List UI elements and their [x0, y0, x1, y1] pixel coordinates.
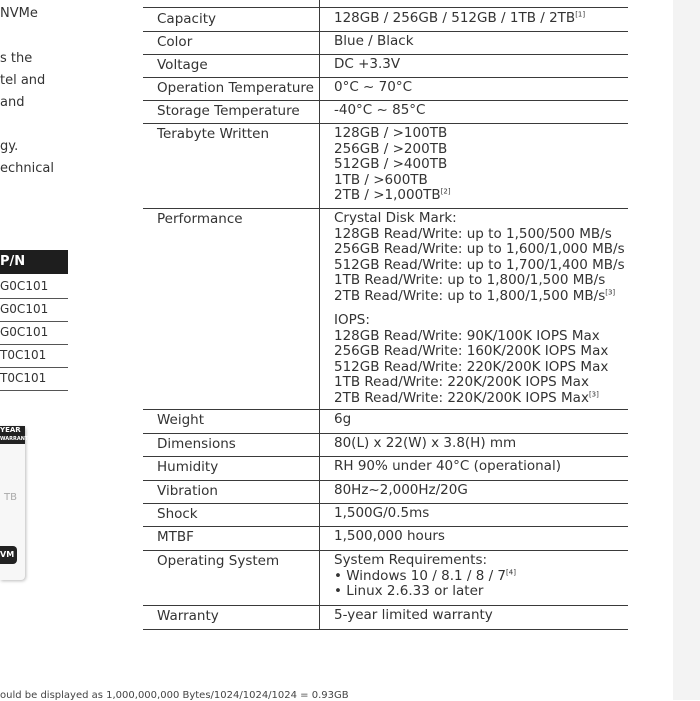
spec-label: Storage Temperature — [157, 103, 300, 119]
spec-value-line: 512GB Read/Write: up to 1,700/1,400 MB/s — [334, 256, 625, 273]
spec-value-line: 512GB Read/Write: 220K/200K IOPS Max — [334, 358, 609, 375]
spec-label: Dimensions — [157, 436, 236, 452]
table-column-divider — [319, 0, 320, 8]
badge-text: YEAR — [0, 426, 21, 434]
spec-label: MTBF — [157, 529, 194, 545]
spec-value — [334, 34, 414, 50]
spec-value-line: 6g — [334, 411, 352, 427]
spec-value-line: 1TB Read/Write: up to 1,800/1,500 MB/s — [334, 272, 606, 288]
spec-value-line: 0°C ~ 70°C — [334, 79, 413, 95]
table-column-divider — [319, 54, 320, 77]
spec-value — [334, 412, 351, 428]
spec-label: Terabyte Written — [157, 126, 270, 142]
spec-value-line: 1,500,000 hours — [334, 528, 445, 544]
spec-row — [143, 77, 628, 101]
spec-row — [143, 526, 628, 551]
footnote-ref: [1] — [575, 10, 586, 19]
warranty-badge — [0, 426, 32, 444]
badge-subtext: WARRANTY — [0, 436, 32, 442]
spec-value-line: 256GB Read/Write: up to 1,600/1,000 MB/s — [334, 241, 625, 257]
spec-value-line: DC +3.3V — [334, 56, 401, 72]
spec-value-line: 1TB Read/Write: 220K/200K IOPS Max — [334, 374, 589, 390]
spec-value-line: 256GB / >200TB — [334, 140, 448, 157]
spec-row — [143, 456, 628, 481]
table-column-divider — [319, 8, 320, 31]
spec-label: Color — [157, 34, 193, 50]
spec-value-line: 5-year limited warranty — [334, 607, 493, 623]
table-column-divider — [319, 100, 320, 123]
spec-value-line: -40°C ~ 85°C — [334, 102, 426, 118]
spec-value — [334, 11, 585, 27]
product-box-image — [0, 426, 32, 580]
spec-label: Voltage — [157, 57, 208, 73]
capacity-text: TB — [4, 492, 17, 503]
spec-row — [143, 123, 628, 209]
spec-value — [334, 80, 412, 96]
spec-value-line: 2TB Read/Write: 220K/200K IOPS Max[3] — [334, 389, 599, 406]
spec-label: Vibration — [157, 483, 218, 499]
spec-value-line: RH 90% under 40°C (operational) — [334, 458, 561, 474]
spec-value-line: • Linux 2.6.33 or later — [334, 583, 484, 599]
spec-label: Warranty — [157, 608, 219, 624]
spec-label: Performance — [157, 211, 243, 227]
spec-value — [334, 436, 516, 452]
spec-row — [143, 433, 628, 457]
spec-row — [143, 8, 628, 32]
spec-value-line: 128GB / >100TB — [334, 125, 448, 141]
spec-label: Operating System — [157, 553, 280, 569]
spec-label: Humidity — [157, 459, 219, 475]
footnote-ref: [2] — [440, 187, 451, 196]
table-column-divider — [319, 409, 320, 433]
footnote-ref: [3] — [605, 288, 616, 296]
spec-value — [334, 483, 468, 499]
table-column-divider — [319, 77, 320, 100]
spec-row — [143, 31, 628, 55]
spec-value — [334, 57, 400, 73]
page-edge — [673, 0, 700, 700]
pn-table-row: T0C101 — [0, 367, 68, 391]
spec-value — [334, 459, 561, 475]
spec-value — [334, 553, 516, 600]
spec-value-line: 80(L) x 22(W) x 3.8(H) mm — [334, 435, 517, 451]
description-line: echnical — [0, 161, 54, 176]
spec-value-line: 80Hz~2,000Hz/20G — [334, 482, 468, 498]
pn-table-row: G0C101 — [0, 275, 68, 299]
spec-value-line: IOPS: — [334, 312, 370, 328]
table-column-divider — [319, 456, 320, 480]
table-column-divider — [319, 123, 320, 208]
spec-value-line: 128GB / 256GB / 512GB / 1TB / 2TB[1] — [334, 10, 586, 26]
description-line: tel and — [0, 73, 46, 88]
spec-row — [143, 605, 628, 630]
description-line: s the — [0, 51, 33, 66]
spec-value — [334, 529, 445, 545]
spec-value — [334, 608, 493, 624]
spec-value — [334, 506, 429, 522]
nvme-logo: VM — [0, 546, 17, 564]
table-column-divider — [319, 433, 320, 456]
spec-value — [334, 126, 451, 204]
table-column-divider — [319, 550, 320, 605]
spec-label: Capacity — [157, 11, 216, 27]
pn-table-row: T0C101 — [0, 344, 68, 368]
spec-row — [143, 100, 628, 124]
spec-value-line: 2TB / >1,000TB[2] — [334, 187, 451, 203]
spec-row — [143, 54, 628, 78]
description-line: NVMe — [0, 6, 38, 21]
footnote: ould be displayed as 1,000,000,000 Bytes/1024/1024/1024 = 0.93GB — [0, 690, 349, 701]
spec-row — [143, 480, 628, 504]
spec-row — [143, 409, 628, 434]
spec-value-line: Blue / Black — [334, 33, 414, 49]
spec-value-line: 512GB / >400TB — [334, 156, 448, 172]
table-column-divider — [319, 208, 320, 409]
spec-value — [334, 103, 425, 119]
spec-value-line: 128GB Read/Write: 90K/100K IOPS Max — [334, 327, 600, 344]
description-line: gy. — [0, 139, 19, 154]
spec-value-line: System Requirements: — [334, 552, 488, 568]
spec-label: Weight — [157, 412, 205, 428]
table-column-divider — [319, 605, 320, 629]
table-column-divider — [319, 31, 320, 54]
table-column-divider — [319, 526, 320, 550]
table-column-divider — [319, 480, 320, 503]
spec-row — [143, 550, 628, 606]
spec-row — [143, 208, 628, 410]
footnote-ref: [3] — [588, 390, 599, 398]
spec-value-line: 2TB Read/Write: up to 1,800/1,500 MB/s[3] — [334, 287, 616, 304]
pn-table-row: G0C101 — [0, 321, 68, 345]
spec-value-line: 1,500G/0.5ms — [334, 505, 430, 521]
description-line: and — [0, 95, 25, 110]
footnote-ref: [4] — [506, 568, 516, 576]
spec-value-line: 256GB Read/Write: 160K/200K IOPS Max — [334, 343, 609, 359]
spec-value-line: Crystal Disk Mark: — [334, 210, 457, 226]
spec-value-line: • Windows 10 / 8.1 / 8 / 7[4] — [334, 567, 516, 584]
spec-label: Shock — [157, 506, 198, 522]
pn-table-header: P/N — [0, 250, 68, 274]
spec-value-line: 1TB / >600TB — [334, 171, 428, 188]
spec-row — [143, 503, 628, 527]
pn-table-row: G0C101 — [0, 298, 68, 322]
table-column-divider — [319, 503, 320, 526]
spec-value — [334, 211, 625, 406]
spec-label: Operation Temperature — [157, 80, 314, 96]
spec-value-line: 128GB Read/Write: up to 1,500/500 MB/s — [334, 225, 612, 242]
